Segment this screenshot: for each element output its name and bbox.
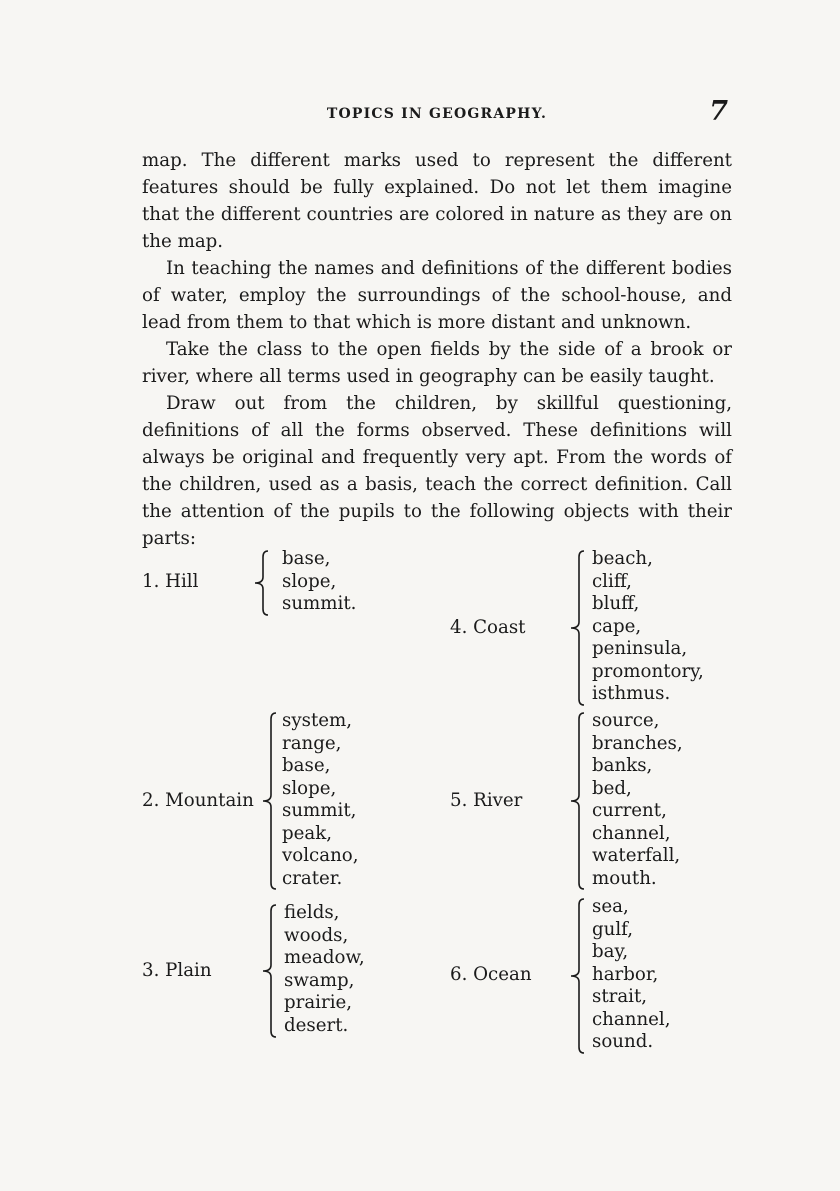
list-item: prairie, (284, 992, 353, 1013)
list-item: slope, (282, 777, 337, 799)
brace-path (263, 713, 276, 889)
list-item: slope, (282, 570, 337, 592)
list-item: meadow, (284, 947, 365, 968)
list-item: sound. (592, 1031, 654, 1052)
brace (570, 898, 586, 1054)
running-title: TOPICS IN GEOGRAPHY. (326, 106, 548, 122)
topic-label: 3. Plain (142, 960, 212, 981)
list-item: peninsula, (592, 638, 688, 659)
list-item: gulf, (592, 918, 634, 940)
brace-glyph (570, 550, 586, 706)
list-item: cliff, (592, 570, 632, 592)
paragraph: In teaching the names and definitions of the different bodies of water, employ the surroundings of the school-house, and lead from them to that which is more distant and unknown. (142, 258, 732, 333)
brace (570, 712, 586, 890)
topic-hill (142, 548, 432, 616)
list-item: waterfall, (592, 845, 681, 866)
topic-river (450, 710, 740, 892)
list-item: current, (592, 800, 667, 821)
list-item: swamp, (284, 969, 355, 991)
list-item: summit. (282, 593, 357, 614)
item-list (592, 896, 671, 1054)
list-item: bluff, (592, 593, 640, 614)
list-item: mouth. (592, 867, 657, 889)
body-text (142, 147, 732, 552)
topic-mountain (142, 710, 432, 892)
list-item: source, (592, 710, 660, 731)
item-list (592, 548, 704, 706)
list-item: desert. (284, 1014, 349, 1036)
list-item: channel, (592, 1008, 671, 1030)
list-item: isthmus. (592, 683, 671, 704)
list-item: range, (282, 732, 342, 754)
topic-ocean (450, 896, 740, 1056)
list-item: harbor, (592, 963, 659, 985)
list-item: base, (282, 755, 331, 776)
topic-label: 4. Coast (450, 617, 526, 638)
brace (262, 904, 278, 1038)
item-list (282, 548, 356, 616)
list-item: system, (282, 710, 353, 731)
list-item: branches, (592, 732, 683, 754)
list-item: peak, (282, 822, 333, 844)
brace-path (571, 713, 584, 889)
list-item: base, (282, 548, 331, 569)
item-list (284, 902, 365, 1037)
list-item: beach, (592, 548, 653, 569)
list-item: sea, (592, 896, 629, 917)
page-header (142, 96, 732, 130)
item-list (592, 710, 683, 890)
brace-glyph (254, 550, 270, 616)
brace-glyph (570, 712, 586, 890)
brace-glyph (570, 898, 586, 1054)
item-list (282, 710, 359, 890)
brace-path (571, 899, 584, 1053)
brace (254, 550, 270, 616)
list-item: volcano, (282, 845, 359, 866)
brace-path (263, 905, 276, 1037)
list-item: crater. (282, 867, 343, 889)
list-item: bed, (592, 777, 632, 799)
list-item: channel, (592, 822, 671, 844)
list-item: banks, (592, 755, 653, 776)
topic-coast (450, 548, 740, 708)
paragraph: Draw out from the children, by skillful questioning, definitions of all the forms observed. These definitions will always be original and frequently very apt. From the words of the children, used as a basis, teach the correct definition. Call the attention of the pupils to the following objects with their parts: (142, 393, 732, 549)
topic-label: 5. River (450, 790, 523, 811)
paragraph: map. The different marks used to represent the different features should be fully explained. Do not let them imagine that the different countries are colored in nature as they are on the map. (142, 150, 732, 252)
brace-path (255, 551, 268, 615)
list-item: bay, (592, 941, 629, 962)
list-item: fields, (284, 902, 340, 923)
brace-path (571, 551, 584, 705)
list-item: cape, (592, 615, 642, 637)
list-item: woods, (284, 924, 349, 946)
brace (262, 712, 278, 890)
topic-plain (142, 902, 432, 1040)
topic-label: 1. Hill (142, 571, 199, 592)
brace (570, 550, 586, 706)
topic-label: 2. Mountain (142, 790, 254, 811)
list-item: strait, (592, 986, 648, 1007)
brace-glyph (262, 904, 278, 1038)
list-item: summit, (282, 800, 357, 821)
brace-glyph (262, 712, 278, 890)
paragraph: Take the class to the open fields by the side of a brook or river, where all terms used in geography can be easily taught. (142, 339, 732, 387)
list-item: promontory, (592, 660, 704, 682)
page-number: 7 (709, 96, 728, 127)
topic-label: 6. Ocean (450, 964, 532, 985)
